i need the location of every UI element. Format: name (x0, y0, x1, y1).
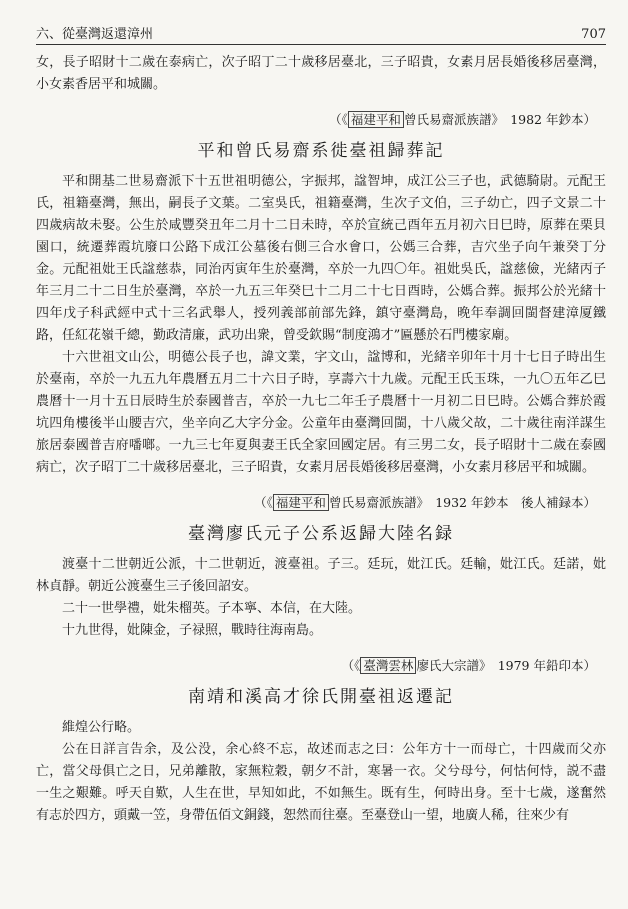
page-number: 707 (581, 27, 606, 42)
book-title: 廖氏大宗譜 (416, 658, 479, 673)
paragraph: 二十一世學禮，妣朱榴英。子本寧、本信，在大陸。 (62, 601, 362, 616)
intro-paragraph: 女，長子昭財十二歲在泰病亡，次子昭丁二十歲移居臺北，三子昭貴，女素月居長婚後移居臺灣，小女素香居平和城關。 (36, 55, 606, 92)
section-title-2: 臺灣廖氏元子公系返歸大陸名録 (188, 524, 454, 544)
paragraph: 十六世祖文山公，明德公長子也，諱文業，字文山，諡博和，光緒辛卯年十月十七日子時出生於臺南，卒於一九五九年農曆五月二十六日子時，享壽六十九歲。元配王氏玉珠，一九〇五年乙巳農曆十一月十五日辰時生於泰國普吉，卒於一九七二年壬子農曆十一月初二日巳時。公媽合葬於霞坑四角樓後半山腰吉穴，坐辛向乙大字分金。公童年由臺灣回閩，十八歲父故，二十歲往南洋謀生旅居泰國普吉府噃啷。一九三七年夏與妻王氏全家回國定居。有三男二女，長子昭財十二歲在泰國病亡，次子昭丁二十歲移居臺北，三子昭貴，女素月居長婚後移居臺灣，小女素月移居平和城關。 (36, 350, 606, 475)
paragraph: 十九世得，妣陳金，子禄照，戰時往海南島。 (62, 623, 323, 638)
paragraph: 渡臺十二世朝近公派，十二世朝近，渡臺祖。子三。廷玩，妣江氏。廷輸，妣江氏。廷諾，妣林貞靜。朝近公渡臺生三子後回詔安。 (36, 557, 606, 594)
boxed-place: 福建平和 (273, 494, 329, 511)
paragraph: 平和開基二世易齋派下十五世祖明德公，字振邦，諡智坤，成江公三子也，武德騎尉。元配王氏，祖籍臺灣，無出，嗣長子文葉。二室吳氏，祖籍臺灣，生次子文伯，三子幼亡，四子文景二十四歲病故未娶。公生於咸豐癸丑年二月十二日未時，卒於宣統己酉年五月初六日巳時，原葬在栗貝園口，統遷葬霞坑廢口公路下成江公墓後右側三合水會口，公媽三合葬，吉穴坐子向午兼癸丁分金。元配祖妣王氏諡慈恭，同治丙寅年生於臺灣，卒於一九四〇年。祖妣吳氏，諡慈儉，光緒丙子年三月二十二日生於臺灣，卒於一九五三年癸巳十二月二十七日酉時，公媽合葬。振邦公於光緒十四年戊子科武經中式十三名武舉人，授列義部前部先鋒，鎮守臺灣島，晚年奉調回閩督建漳厦鐵路，任紅花嶺千總，勤政清廉，武功出衆，曾受欽賜“制度鴻才”匾懸於石門樓家廟。 (36, 174, 606, 343)
running-header (36, 20, 606, 42)
source-citation-2: （《 福建平和 曾氏易齋派族譜》 1932 年鈔本 後人補録本） (254, 495, 596, 510)
section-title-1: 平和曾氏易齋系徙臺祖歸葬記 (197, 141, 445, 161)
page-body (36, 52, 606, 827)
book-title: 曾氏易齋派族譜 (328, 495, 417, 510)
boxed-place: 臺灣雲林 (360, 657, 416, 674)
section-heading: 六、從臺灣返還漳州 (36, 27, 154, 42)
boxed-place: 福建平和 (348, 111, 404, 128)
source-citation-3: （《 臺灣雲林 廖氏大宗譜》 1979 年鉛印本） (341, 658, 596, 673)
source-citation-1: （《 福建平和 曾氏易齋派族譜》 1982 年鈔本） (329, 112, 596, 127)
paragraph: 公在日詳言告余，及公没，余心終不忘，故述而志之曰：公年方十一而母亡，十四歲而父亦亡，當父母俱亡之日，兄弟離散，家無粒穀，朝夕不計，寒暑一衣。父兮母兮，何怙何恃，説不盡一生之艱難。呼天自歎，人生在世，早知如此，不如無生。既有生，何時出身。至十七歲，遂奮然有志於四方，頭戴一笠，身帶伍佰文銅錢，恕然而往臺。至臺登山一望，地廣人稀，往來少有 (36, 742, 606, 823)
book-title: 曾氏易齋派族譜 (403, 112, 492, 127)
paragraph: 維煌公行略。 (62, 720, 141, 735)
section-title-3: 南靖和溪高才徐氏開臺祖返遷記 (188, 687, 454, 707)
header-rule (36, 44, 606, 45)
